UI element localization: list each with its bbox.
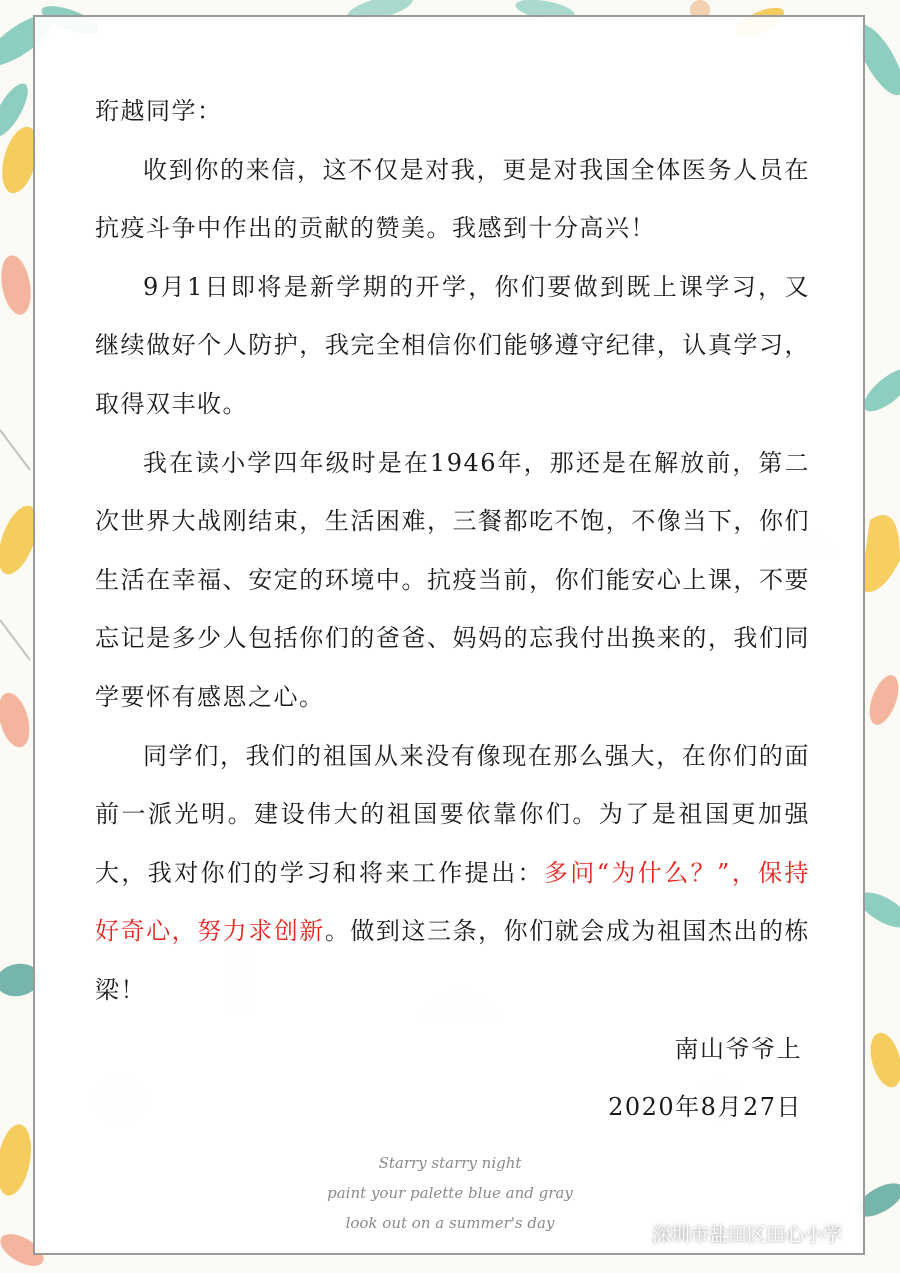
letter-paragraph-4 [95, 727, 810, 1020]
poem-line-1: Starry starry night [378, 1154, 522, 1172]
letter-paragraph-2: 9月1日即将是新学期的开学，你们要做到既上课学习，又继续做好个人防护，我完全相信你们能够遵守纪律，认真学习，取得双丰收。 [95, 272, 810, 418]
paragraph-4-text-a: 同学们，我们的祖国从来没有像现在那么强大，在你们的面前一派光明。建设伟大的祖国要依靠你们。为了是祖国更加强大，我对你们的学习和将来工作提出： [95, 741, 810, 887]
poem-line-3: look out on a summer's day [345, 1214, 555, 1232]
highlighted-advice: 多问“为什么？”，保持好奇心，努力求创新 [95, 858, 811, 946]
watermark [620, 1218, 842, 1248]
poem-footer [290, 1148, 610, 1238]
wechat-icon [620, 1222, 646, 1244]
letter-body [95, 82, 810, 1137]
watermark-text: 深圳市盐田区田心小学 [652, 1223, 843, 1246]
letter-signature: 南山爷爷上 [674, 1034, 802, 1063]
letter-paragraph-1: 收到你的来信，这不仅是对我，更是对我国全体医务人员在抗疫斗争中作出的贡献的赞美。我感到十分高兴！ [95, 155, 810, 243]
letter-paragraph-3: 我在读小学四年级时是在1946年，那还是在解放前，第二次世界大战刚结束，生活困难，三餐都吃不饱，不像当下，你们生活在幸福、安定的环境中。抗疫当前，你们能安心上课，不要忘记是多少人包括你们的爸爸、妈妈的忘我付出换来的，我们同学要怀有感恩之心。 [95, 448, 810, 711]
poem-line-2: paint your palette blue and gray [327, 1184, 573, 1202]
letter-salutation: 珩越同学： [95, 97, 223, 125]
paragraph-4-text-b: 。做到这三条，你们就会成为祖国杰出的栋梁！ [95, 917, 811, 1004]
letter-date: 2020年8月27日 [608, 1093, 802, 1122]
